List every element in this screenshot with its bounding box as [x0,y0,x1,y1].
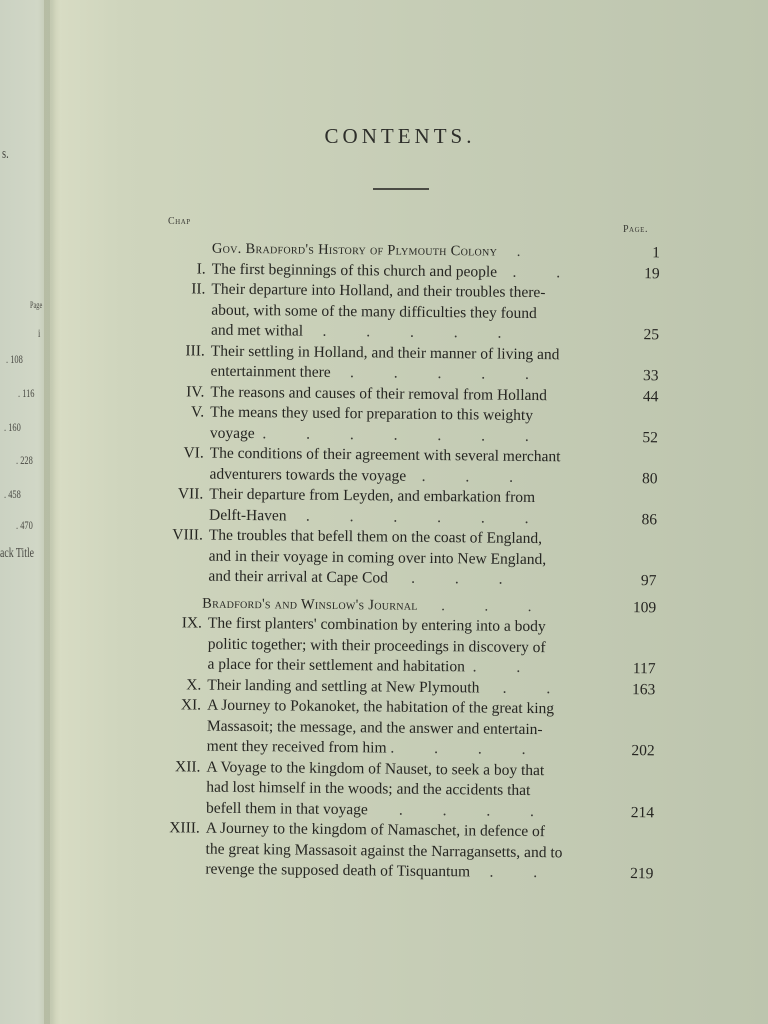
gutter-shadow [44,0,60,1024]
toc-entry [149,279,660,346]
chapter-title-line: The first planters' combination by entering into a body [207,614,546,636]
chapter-title-line: befell them in that voyage [205,799,368,818]
toc-entry [145,613,656,680]
leader-dots: . . . [411,569,521,588]
chapter-number: I. [196,259,206,278]
chapter-number: VI. [183,444,204,462]
chapter-column-header: Chap [168,216,191,227]
leader-dots: . [516,243,539,261]
chapter-title-line: and met withal [210,321,304,340]
leader-dots: . . . . [398,801,553,820]
prev-page-fragment: Page [30,300,43,310]
chapter-title-line: Their landing and settling at New Plymouth [207,676,480,696]
toc-entry [147,443,657,489]
chapter-number: V. [191,403,205,421]
chapter-title-line: and their arrival at Cape Cod [208,567,389,587]
previous-page-edge [0,0,50,1024]
chapter-number: IV. [186,382,205,401]
chapter-title-line: The troubles that befell them on the coast of England, [208,526,543,548]
leader-dots: . . [502,679,569,697]
toc-entry [148,402,658,448]
prev-page-fragment: . 108 [6,352,23,366]
leader-dots: . . . . [390,739,544,759]
table-of-contents [143,238,660,885]
chapter-title-line: revenge the supposed death of Tisquantum [205,860,471,881]
chapter-number: XII. [174,757,201,776]
chapter-number: X. [186,675,202,694]
chapter-title-line: about, with some of the many difficulties they found [211,301,537,322]
prev-page-fragment: . 458 [4,487,21,501]
section-title: Bradford's and Winslow's Journal [202,595,418,614]
leader-dots: . . [472,658,539,677]
section-title: Gov. Bradford's History of Plymouth Colony [211,240,498,260]
toc-entry [146,525,657,592]
page-number: 19 [644,264,660,282]
prev-page-fragment: s. [2,146,9,162]
leader-dots: . . [489,863,556,882]
chapter-number: VII. [177,485,204,503]
toc-entry [148,340,658,386]
page-number: 44 [642,387,659,405]
chapter-title-line: The first beginnings of this church and people [211,260,498,281]
chapter-title-line: Delft-Haven [209,506,287,524]
chapter-title-line: voyage [209,424,255,442]
chapter-title-line: and in their voyage in coming over into New England, [208,547,547,568]
page-number: 202 [631,742,655,760]
page-number: 109 [632,598,657,616]
prev-page-fragment: . 160 [4,420,21,434]
chapter-title-line: the great king Massasoit against the Narragansetts, and to [205,840,563,861]
toc-entry [144,756,655,823]
page-number: 163 [631,680,656,698]
chapter-number: III. [185,341,205,360]
chapter-number: XI. [180,696,202,714]
chapter-title-line: The reasons and causes of their removal from Holland [210,383,548,404]
chapter-title-line: politic together; with their proceedings in discovery of [207,635,546,656]
chapter-number: IX. [181,614,203,632]
title-divider [373,188,429,190]
leader-dots: . . . . . [349,364,548,384]
chapter-number: II. [191,280,206,298]
leader-dots: . . . . . . [305,507,547,527]
chapter-title-line: Their departure from Leyden, and embarkation from [209,485,536,507]
toc-entry [143,818,654,885]
prev-page-fragment: . 116 [18,386,35,400]
chapter-title-line: ment they received from him [206,737,387,757]
page-column-header: Page. [623,224,648,235]
page-number: 25 [643,326,660,344]
prev-page-fragment: . 470 [16,518,33,532]
chapter-title-line: A Voyage to the kingdom of Nauset, to seek a boy that [206,758,545,779]
page-number: 1 [652,244,660,262]
chapter-title-line: Their settling in Holland, and their manner of living and [210,342,560,363]
toc-entry [145,695,656,762]
leader-dots: . . . . . . . [262,424,547,445]
chapter-title-line: Their departure into Holland, and their troubles there- [211,280,546,302]
chapter-title-line: adventurers towards the voyage [209,465,407,485]
page-number: 52 [642,428,659,446]
leader-dots: . . . [421,467,532,486]
chapter-title-line: entertainment there [210,362,331,381]
leader-dots: . . . [441,597,550,615]
chapter-title-line: A Journey to Pokanoket, the habitation of the great king [207,696,555,718]
leader-dots: . . . . . [322,322,520,342]
chapter-title-line: had lost himself in the woods; and the accidents that [206,778,531,800]
page-number: 97 [640,572,657,590]
page-number: 80 [641,469,658,487]
chapter-title-line: The means they used for preparation to this weighty [210,403,534,425]
page-number: 117 [632,660,656,678]
prev-page-fragment: ack Title [0,546,35,561]
prev-page-fragment: . 228 [16,453,33,467]
page-number: 33 [642,367,659,385]
chapter-title-line: A Journey to the kingdom of Namaschet, in defence of [205,819,546,841]
chapter-number: VIII. [172,526,203,544]
chapter-title-line: The conditions of their agreement with several merchant [209,444,561,466]
page-number: 219 [630,865,654,883]
page-number: 214 [630,803,655,821]
toc-entry [147,484,657,530]
prev-page-fragment: i [38,326,41,340]
page-number: 86 [641,510,658,528]
chapter-number: XIII. [169,819,200,837]
page-title: CONTENTS. [324,124,476,148]
chapter-title-line: Massasoit; the message, and the answer and entertain- [206,717,543,738]
leader-dots: . . [512,263,579,281]
chapter-title-line: a place for their settlement and habitation [207,655,465,676]
